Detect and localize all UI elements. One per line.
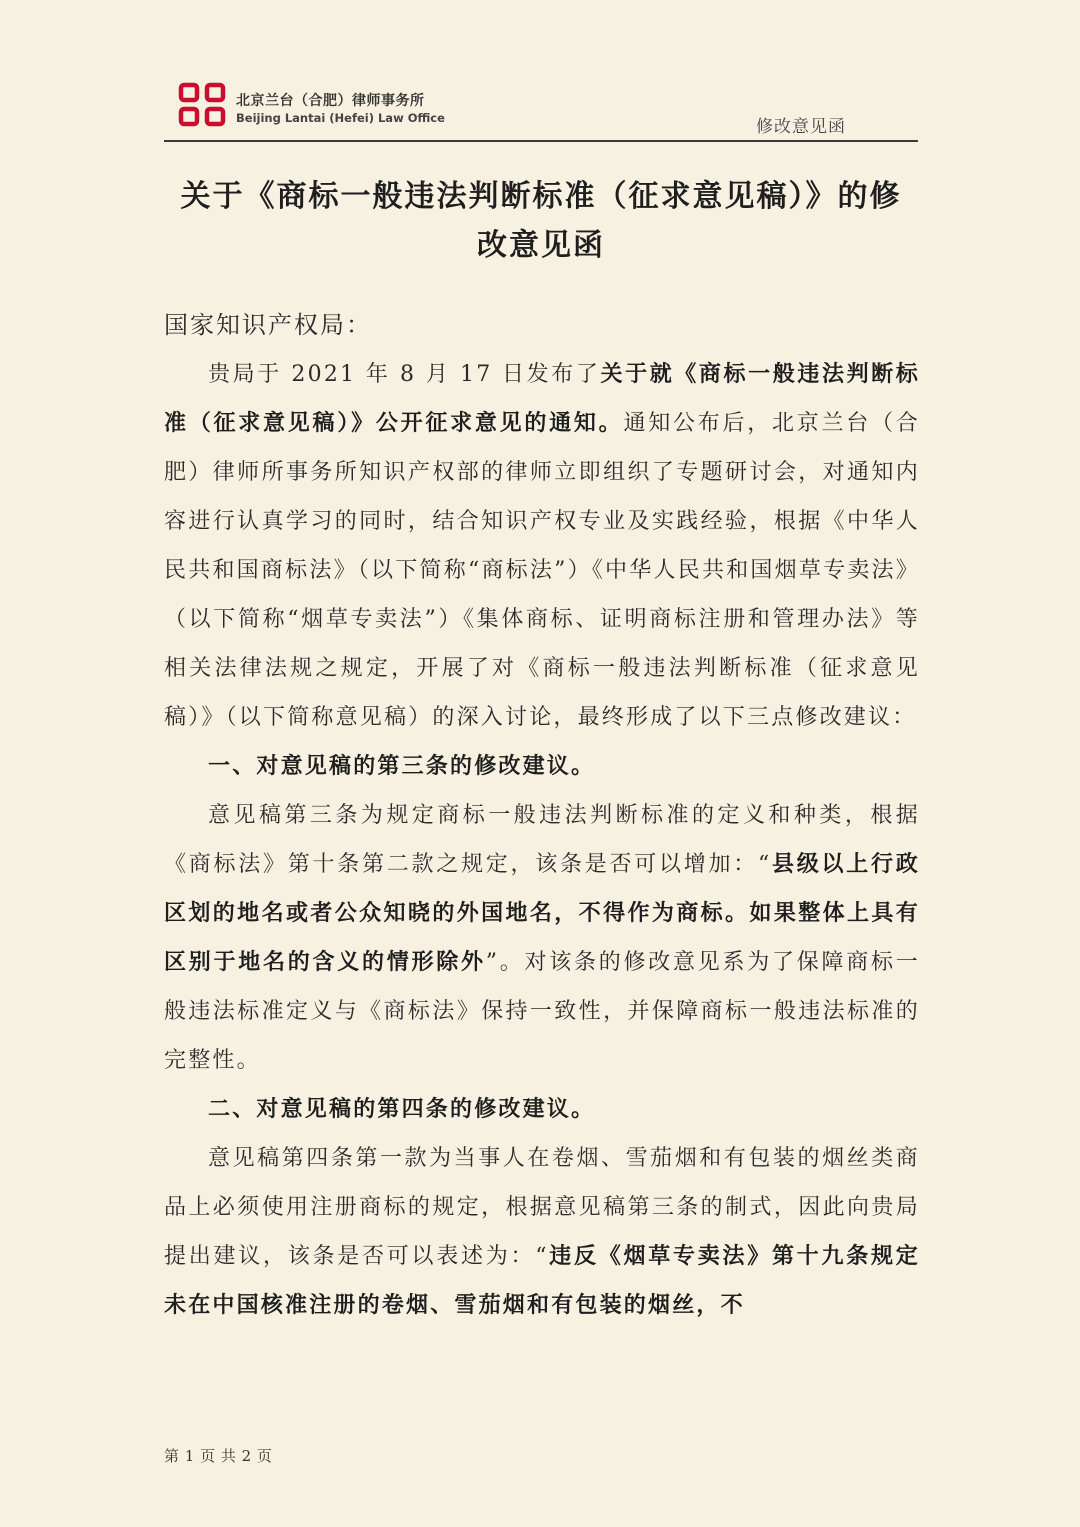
paragraph-section-1 (164, 791, 920, 1085)
section-2-text-a: 意见稿第四条第一款为当事人在卷烟、雪茄烟和有包装的烟丝类商品上必须使用注册商标的规定，根据意见稿第三条的制式，因此向贵局提出建议，该条是否可以表述为：“ (164, 1146, 920, 1269)
document-title (164, 172, 918, 270)
page-number: 第 1 页 共 2 页 (164, 1447, 273, 1465)
addressee: 国家知识产权局： (164, 311, 372, 339)
section-1-proposed-clause: 县级以上行政区划的地名或者公众知晓的外国地名，不得作为商标。如果整体上具有区别于地名的含义的情形除外 (164, 851, 921, 975)
section-1-text-a: 意见稿第三条为规定商标一般违法判断标准的定义和种类，根据《商标法》第十条第二款之规定，该条是否可以增加：“ (164, 803, 920, 877)
title-line-2: 改意见函 (477, 228, 605, 263)
intro-text-a: 贵局于 2021 年 8 月 17 日发布了 (208, 362, 601, 387)
intro-notice-title: 关于就《商标一般违法判断标准（征求意见稿）》公开征求意见的通知。 (164, 361, 920, 436)
letter-body (164, 301, 920, 1330)
section-1-text-c: ”。对该条的修改意见系为了保障商标一般违法标准定义与《商标法》保持一致性，并保障商标一般违法标准的完整性。 (164, 950, 920, 1073)
paragraph-intro (164, 350, 920, 742)
section-2-proposed-clause: 违反《烟草专卖法》第十九条规定未在中国核准注册的卷烟、雪茄烟和有包装的烟丝，不 (164, 1243, 920, 1318)
law-office-logo-icon (178, 82, 226, 128)
org-name-cn: 北京兰台（合肥）律师事务所 (236, 93, 425, 109)
section-heading-1: 一、对意见稿的第三条的修改建议。 (208, 753, 596, 779)
logo-text (236, 92, 445, 126)
section-heading-2: 二、对意见稿的第四条的修改建议。 (208, 1096, 596, 1122)
paragraph-section-2 (164, 1134, 920, 1330)
doc-type-label: 修改意见函 (756, 117, 846, 137)
org-name-en: Beijing Lantai (Hefei) Law Office (236, 111, 445, 125)
title-line-1: 关于《商标一般违法判断标准（征求意见稿）》的修 (180, 179, 902, 214)
intro-text-c: 通知公布后，北京兰台（合肥）律师所事务所知识产权部的律师立即组织了专题研讨会，对通知内容进行认真学习的同时，结合知识产权专业及实践经验，根据《中华人民共和国商标法》（以下简称“商标法”）《中华人民共和国烟草专卖法》（以下简称“烟草专卖法”）《集体商标、证明商标注册和管理办法》等相关法律法规之规定，开展了对《商标一般违法判断标准（征求意见稿）》（以下简称意见稿）的深入讨论，最终形成了以下三点修改建议： (164, 411, 920, 730)
letterhead (164, 78, 918, 142)
